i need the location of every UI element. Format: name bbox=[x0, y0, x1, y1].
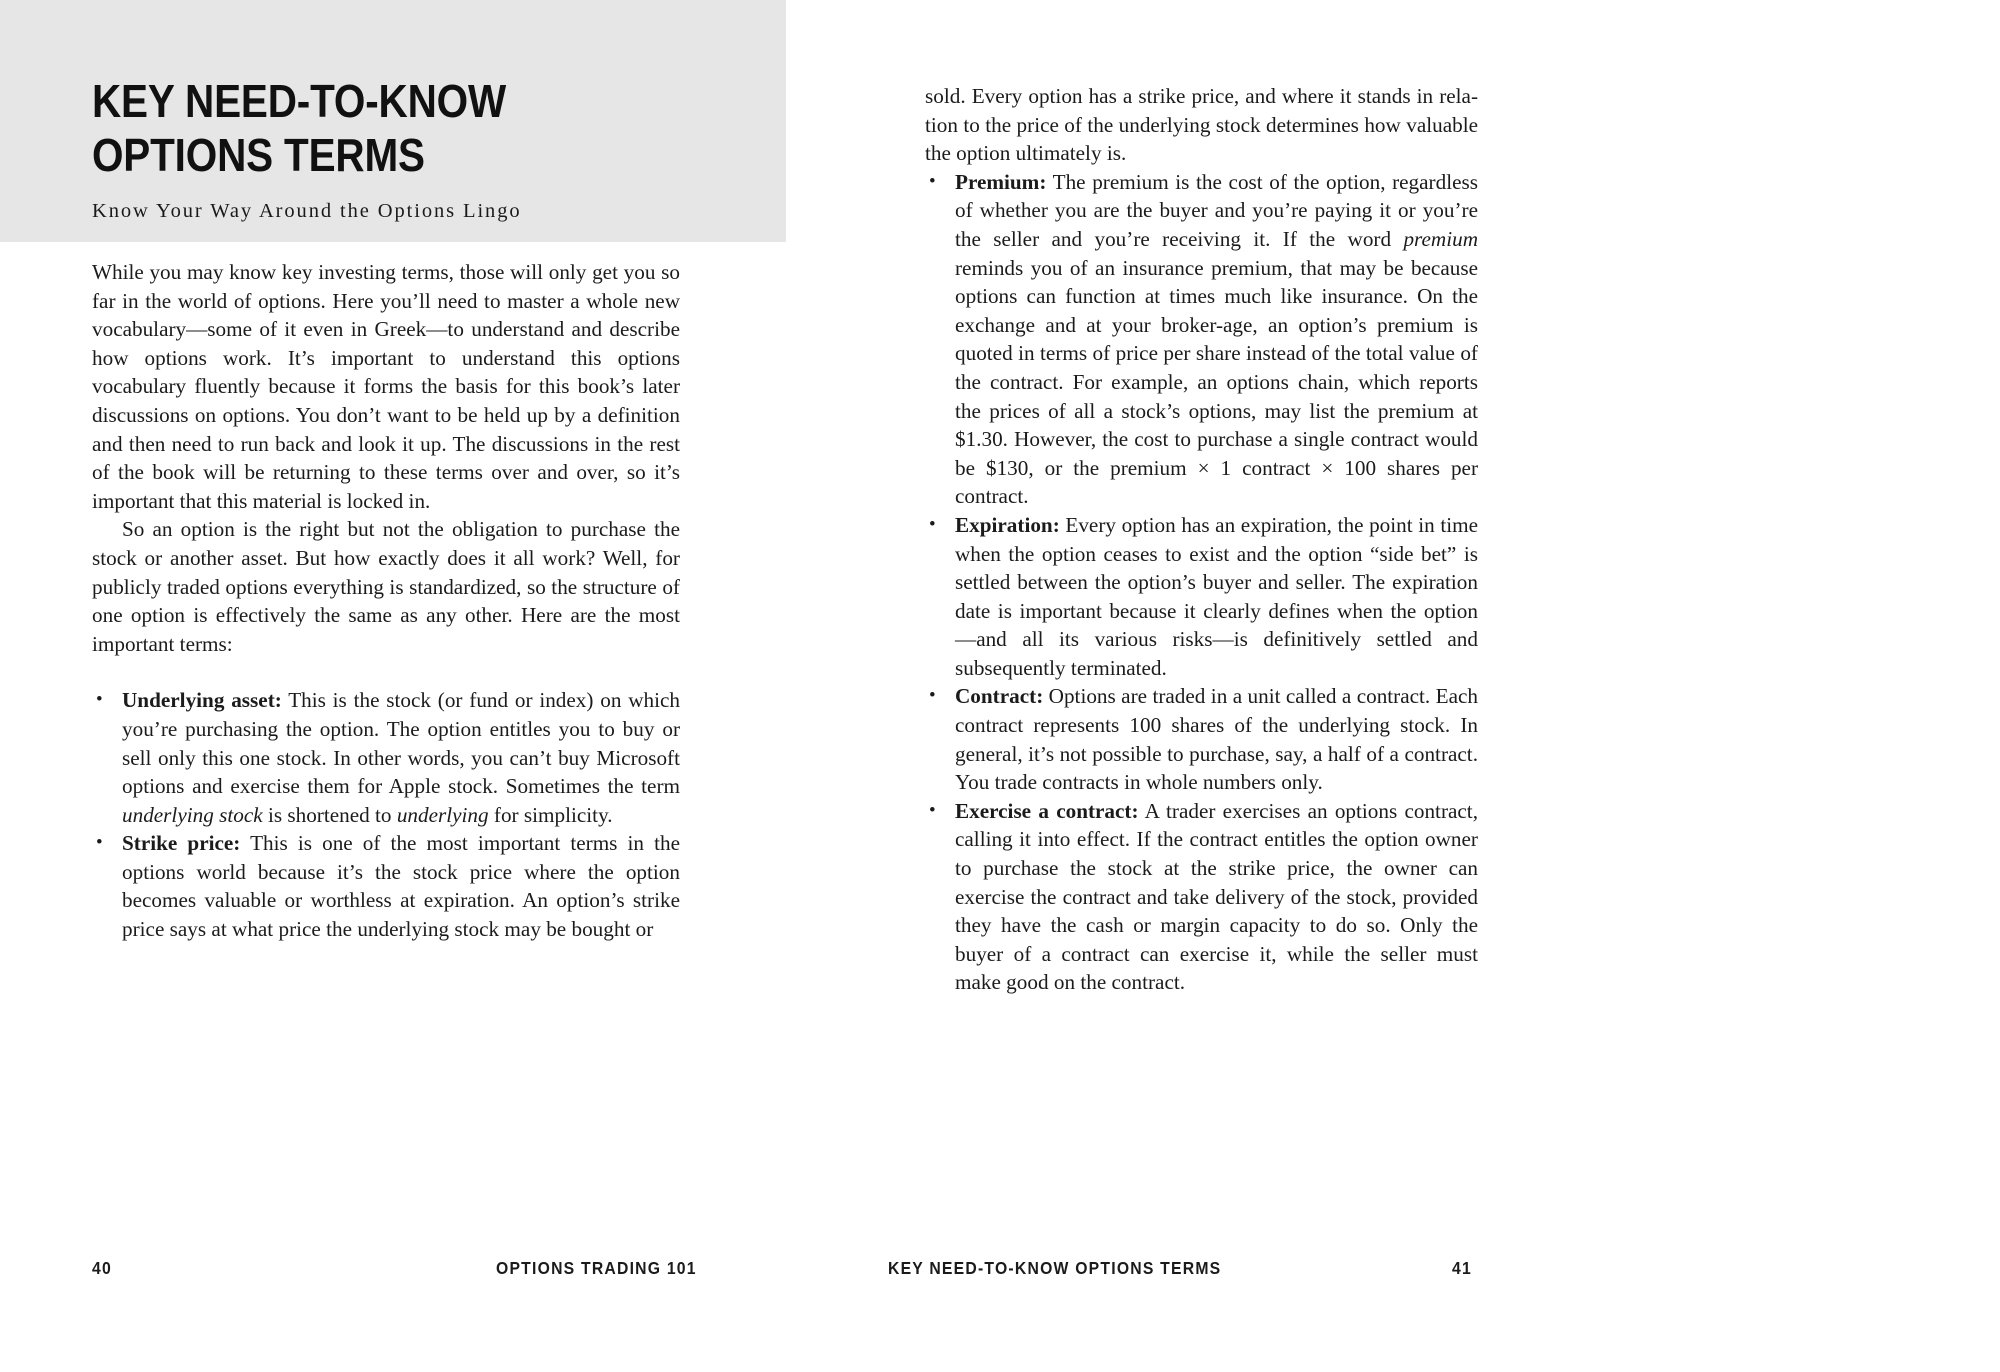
term-italic-1: premium bbox=[1403, 226, 1478, 251]
left-term-list bbox=[92, 686, 680, 943]
right-page-folio: 41 bbox=[1452, 1258, 1472, 1278]
term-body-3: for simplicity. bbox=[488, 802, 613, 827]
right-term-list bbox=[925, 168, 1478, 997]
left-page-text-flow bbox=[92, 258, 680, 944]
term-label: Exercise a contract: bbox=[955, 798, 1139, 823]
term-label: Underlying asset: bbox=[122, 688, 282, 713]
left-page-running-head: OPTIONS TRADING 101 bbox=[496, 1258, 697, 1278]
term-label: Premium: bbox=[955, 169, 1047, 194]
term-body-1: Options are traded in a unit called a contract. Each contract represents 100 shares of the underlying stock. In general, it’s not possible to purchase, say, a half of a contract. You trade contracts in whole numbers only. bbox=[955, 684, 1478, 795]
chapter-title-line-1: KEY NEED-TO-KNOW bbox=[92, 75, 507, 127]
list-item bbox=[925, 168, 1478, 511]
chapter-title bbox=[92, 74, 655, 182]
left-page-folio: 40 bbox=[92, 1258, 112, 1278]
term-body-1: This is the stock (or fund or index) on which you’re purchasing the option. The option entitles you to buy or sell only this one stock. In other words, you can’t buy Microsoft options and exercise them for Apple stock. Sometimes the term bbox=[122, 688, 680, 799]
list-item bbox=[925, 511, 1478, 683]
left-paragraph-1: While you may know key investing terms, those will only get you so far in the world of options. Here you’ll need to master a whole new vocabulary—some of it even in Greek—to understand and describe how options work. It’s important to understand this options vocabulary fluently because it forms the basis for this book’s later discussions on options. You don’t want to be held up by a definition and then need to run back and look it up. The discussions in the rest of the book will be returning to these terms over and over, so it’s important that this material is locked in. bbox=[92, 260, 680, 513]
term-body-1: The premium is the cost of the option, regardless of whether you are the buyer and you’re paying it or you’re the seller and you’re receiving it. If the word bbox=[955, 169, 1478, 251]
term-italic-2: underlying bbox=[396, 802, 489, 827]
right-continuation-paragraph: sold. Every option has a strike price, and where it stands in rela-tion to the price of the underlying stock determines how valuable the option ultimately is. bbox=[925, 84, 1478, 166]
term-body-1: Every option has an expiration, the point in time when the option ceases to exist and the option “side bet” is settled between the option’s buyer and seller. The expiration date is important because it clearly defines when the option—and all its various risks—is definitively settled and subsequently terminated. bbox=[955, 512, 1478, 680]
term-label: Strike price: bbox=[122, 831, 241, 856]
term-body-2: is shortened to bbox=[262, 802, 397, 827]
term-body-2: reminds you of an insurance premium, that may be because options can function at times much like insurance. On the exchange and at your broker-age, an option’s premium is quoted in terms of price per share instead of the total value of the contract. For example, an options chain, which reports the prices of all a stock’s options, may list the premium at $1.30. However, the cost to purchase a single contract would be $130, or the premium × 1 contract × 100 shares per contract. bbox=[955, 255, 1478, 509]
left-paragraph-2: So an option is the right but not the obligation to purchase the stock or another asset. But how exactly does it all work? Well, for publicly traded options everything is standardized, so the structure of one option is effectively the same as any other. Here are the most important terms: bbox=[92, 517, 680, 656]
term-body-1: This is one of the most important terms in the options world because it’s the stock price where the option becomes valuable or worthless at expiration. An option’s strike price says at what price the underlying stock may be bought or bbox=[122, 831, 680, 942]
list-item bbox=[92, 829, 680, 943]
list-item bbox=[925, 682, 1478, 796]
term-label: Expiration: bbox=[955, 512, 1060, 537]
term-body-1: A trader exercises an options contract, calling it into effect. If the contract entitles the option owner to purchase the stock at the strike price, the owner can exercise the contract and take delivery of the stock, provided they have the cash or margin capacity to do so. Only the buyer of a contract can exercise it, while the seller must make good on the contract. bbox=[955, 798, 1478, 995]
term-italic-1: underlying stock bbox=[122, 802, 263, 827]
list-item bbox=[925, 797, 1478, 997]
right-page-running-head: KEY NEED-TO-KNOW OPTIONS TERMS bbox=[888, 1258, 1222, 1278]
chapter-title-line-2: OPTIONS TERMS bbox=[92, 129, 425, 181]
list-item bbox=[92, 686, 680, 829]
term-label: Contract: bbox=[955, 684, 1044, 709]
right-page-text-flow bbox=[925, 82, 1478, 997]
chapter-subtitle: Know Your Way Around the Options Lingo bbox=[92, 200, 522, 222]
